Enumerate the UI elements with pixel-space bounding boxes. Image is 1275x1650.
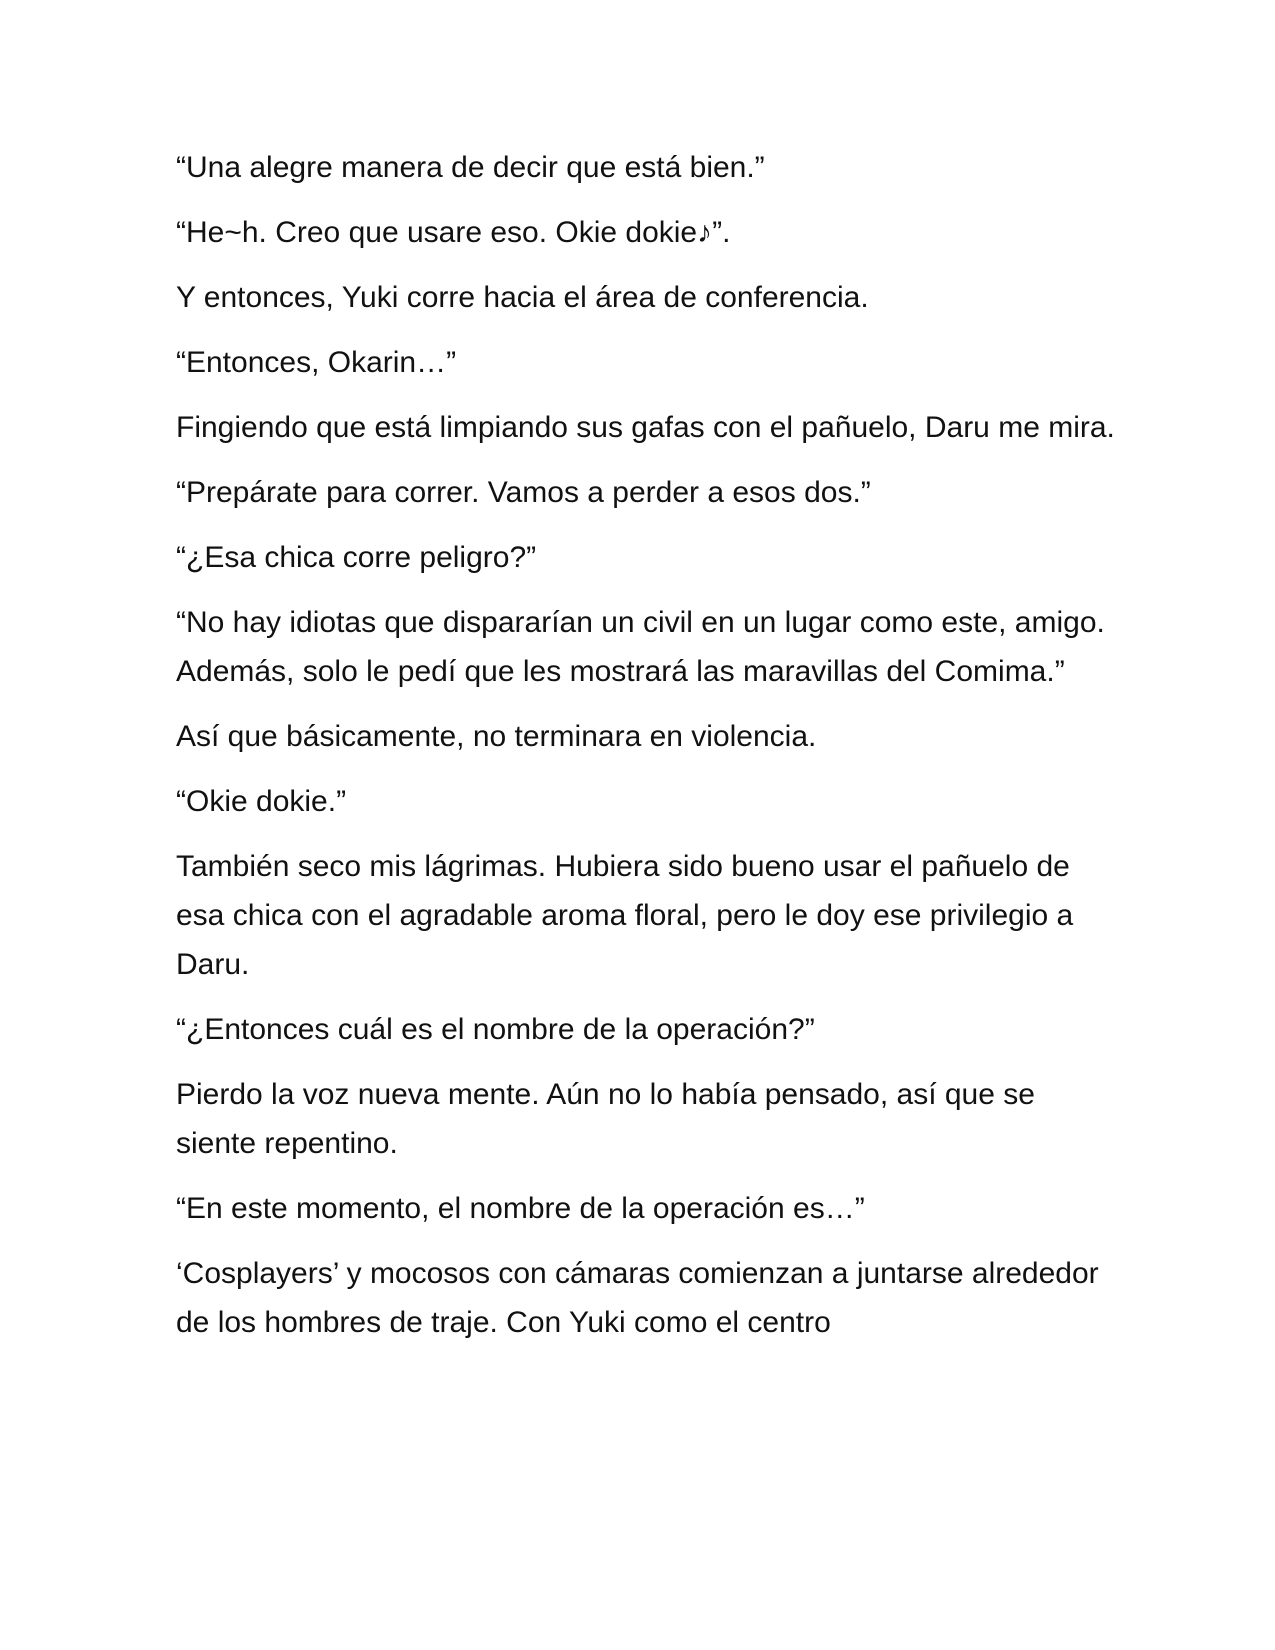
paragraph: “Prepárate para correr. Vamos a perder a esos dos.” (176, 476, 871, 509)
paragraph: ‘Cosplayers’ y mocosos con cámaras comienzan a juntarse alrededor de los hombres de traje. Con Yuki como el centro (176, 1257, 1099, 1339)
paragraph: “He~h. Creo que usare eso. Okie dokie♪”. (176, 216, 731, 249)
paragraph: Fingiendo que está limpiando sus gafas con el pañuelo, Daru me mira. (176, 411, 1115, 444)
paragraph: Y entonces, Yuki corre hacia el área de conferencia. (176, 281, 869, 314)
paragraph: “¿Esa chica corre peligro?” (176, 541, 537, 574)
body-text (176, 143, 1116, 1363)
paragraph: “Una alegre manera de decir que está bien.” (176, 151, 765, 184)
paragraph: “Okie dokie.” (176, 785, 347, 818)
paragraph: También seco mis lágrimas. Hubiera sido bueno usar el pañuelo de esa chica con el agradable aroma floral, pero le doy ese privilegio a Daru. (176, 850, 1074, 981)
paragraph: “¿Entonces cuál es el nombre de la operación?” (176, 1013, 815, 1046)
paragraph: Así que básicamente, no terminara en violencia. (176, 720, 817, 753)
paragraph: Pierdo la voz nueva mente. Aún no lo había pensado, así que se siente repentino. (176, 1078, 1035, 1160)
paragraph: “En este momento, el nombre de la operación es…” (176, 1192, 865, 1225)
paragraph: “No hay idiotas que dispararían un civil en un lugar como este, amigo. Además, solo le pedí que les mostrará las maravillas del Comima.” (176, 606, 1105, 688)
paragraph: “Entonces, Okarin…” (176, 346, 457, 379)
